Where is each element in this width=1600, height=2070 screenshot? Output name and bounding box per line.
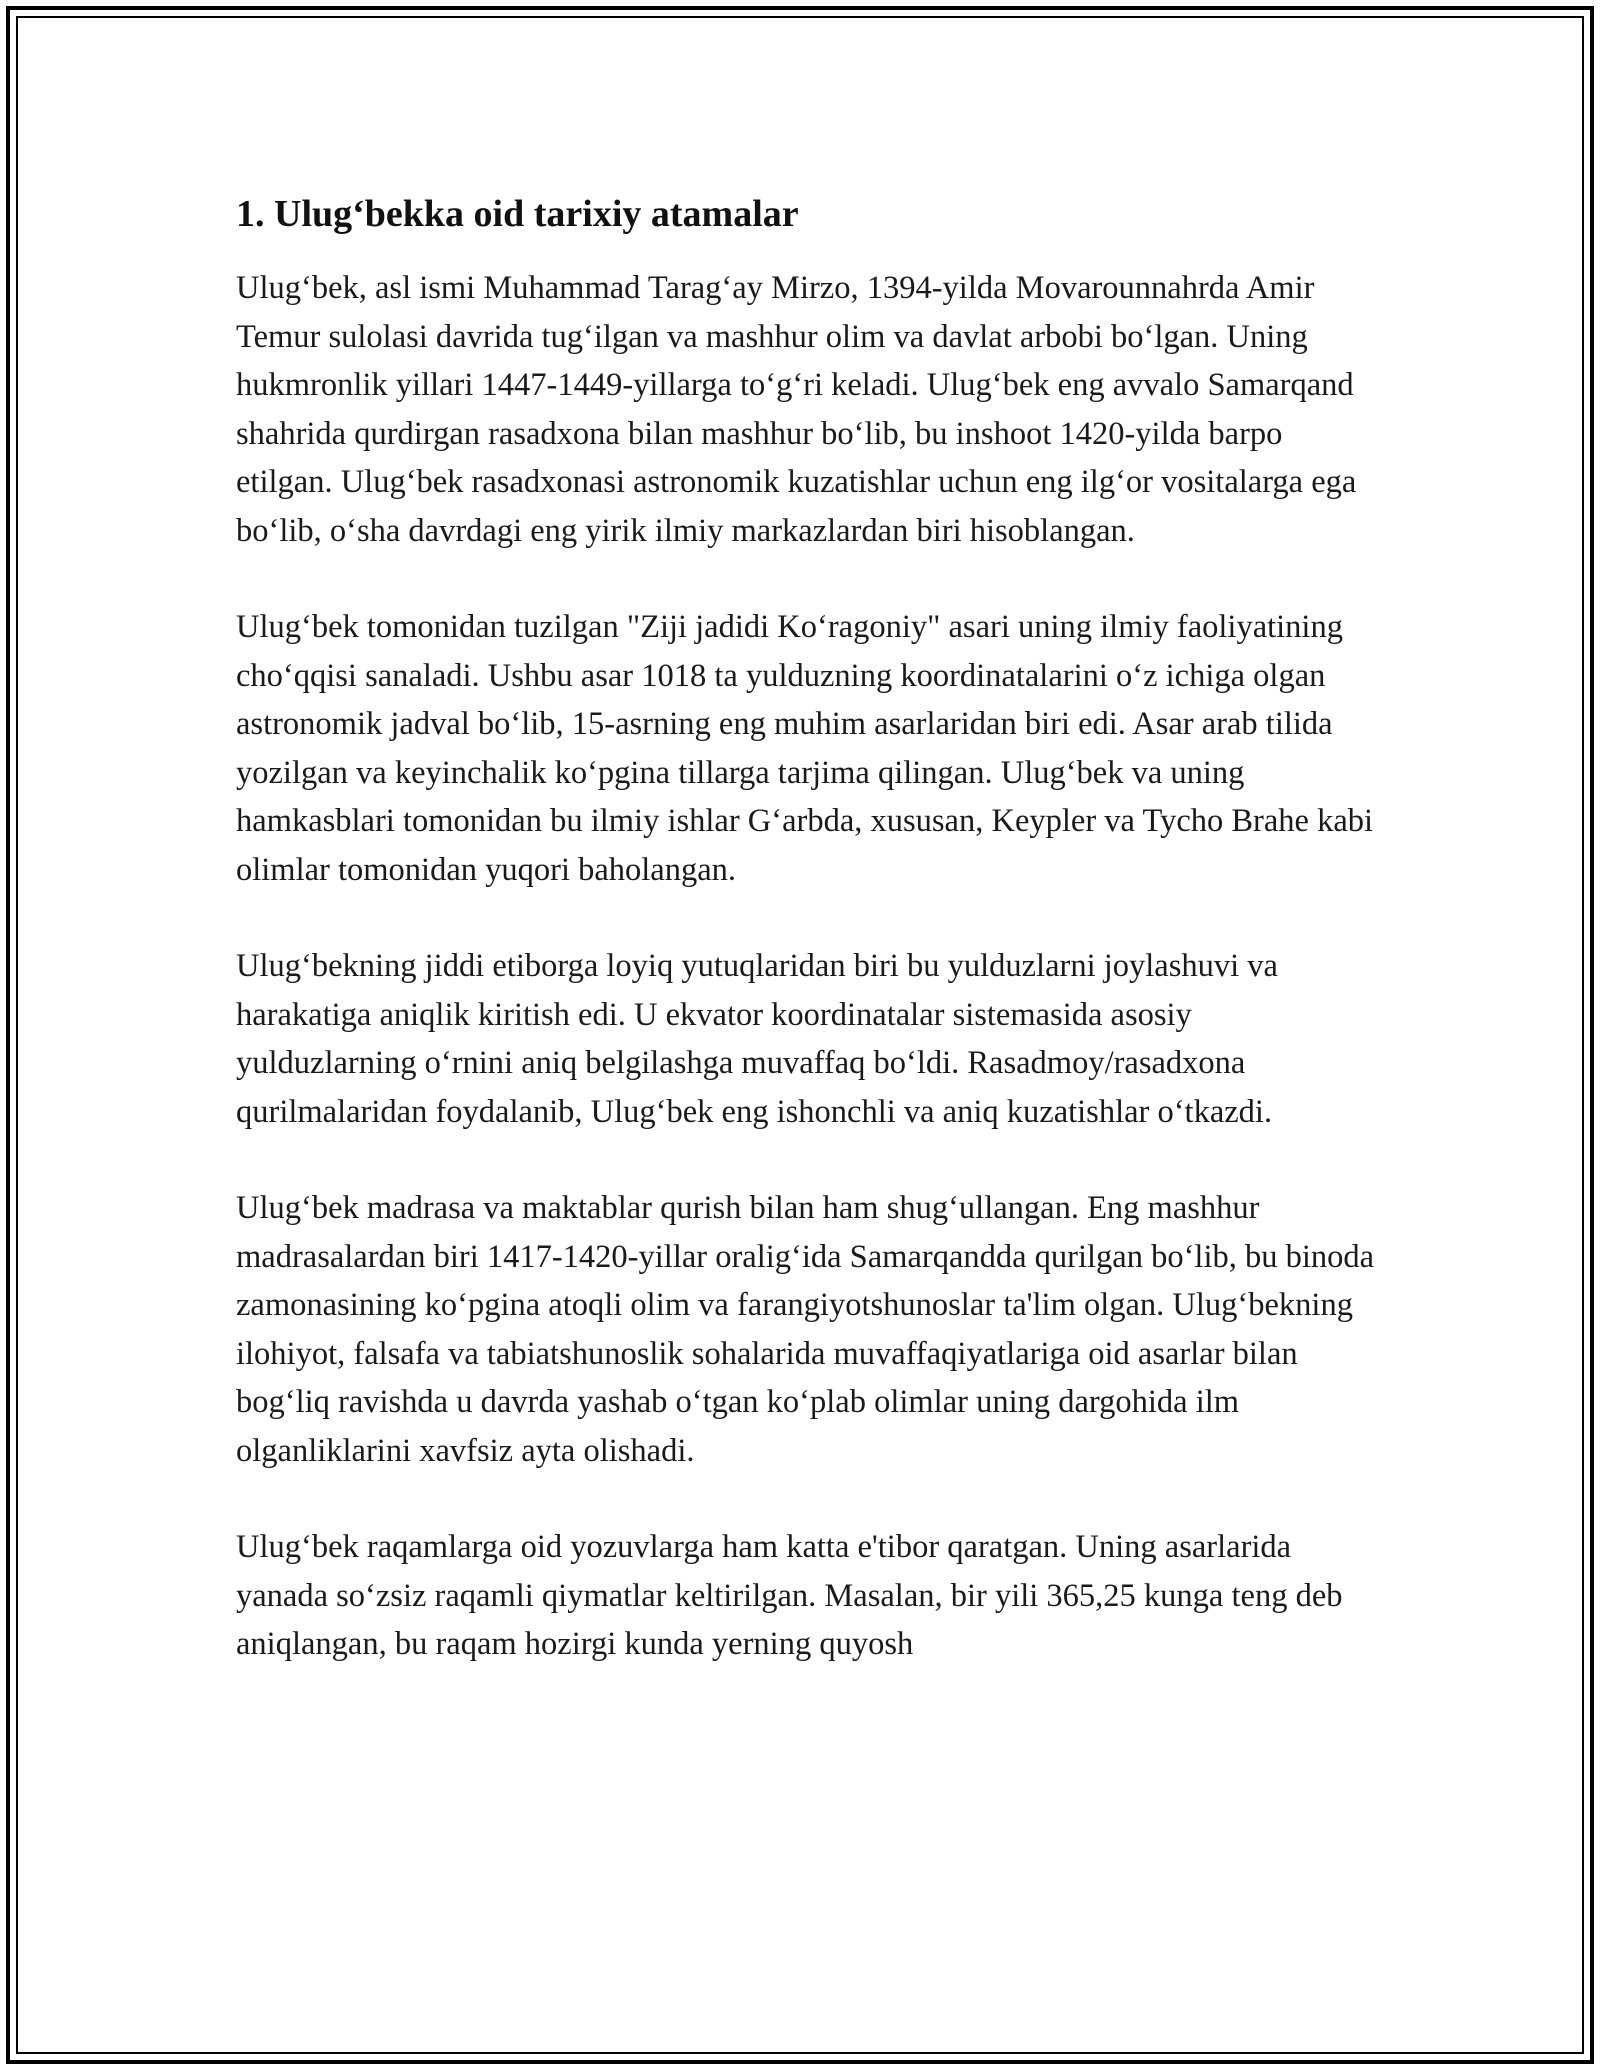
section-heading: 1. Ulug‘bekka oid tarixiy atamalar: [236, 193, 799, 235]
paragraph-observatory: Ulug‘bek, asl ismi Muhammad Tarag‘ay Mirzo, 1394-yilda Movarounnahrda Amir Temur sulolasi davrida tug‘ilgan va mashhur olim va davlat arbobi bo‘lgan. Uning hukmronlik yillari 1447-1449-yillarga to‘g‘ri keladi. Ulug‘bek eng avvalo Samarqand shahrida qurdirgan rasadxona bilan mashhur bo‘lib, bu inshoot 1420-yilda barpo etilgan. Ulug‘bek rasadxonasi astronomik kuzatishlar uchun eng ilg‘or vositalarga ega bo‘lib, o‘sha davrdagi eng yirik ilmiy markazlardan biri hisoblangan.: [236, 270, 1357, 549]
paragraph-zij: Ulug‘bek tomonidan tuzilgan "Ziji jadidi Ko‘ragoniy" asari uning ilmiy faoliyatining cho‘qqisi sanaladi. Ushbu asar 1018 ta yulduzning koordinatalarini o‘z ichiga olgan astronomik jadval bo‘lib, 15-asrning eng muhim asarlaridan biri edi. Asar arab tilida yozilgan va keyinchalik ko‘pgina tillarga tarjima qilingan. Ulug‘bek va uning hamkasblari tomonidan bu ilmiy ishlar G‘arbda, xususan, Keypler va Tycho Brahe kabi olimlar tomonidan yuqori baholangan.: [236, 609, 1374, 888]
document-body: [236, 190, 1376, 1717]
paragraph-madrasa: Ulug‘bek madrasa va maktablar qurish bilan ham shug‘ullangan. Eng mashhur madrasalardan biri 1417-1420-yillar oralig‘ida Samarqandda qurilgan bo‘lib, bu binoda zamonasining ko‘pgina atoqli olim va farangiyotshunoslar ta'lim olgan. Ulug‘bekning ilohiyot, falsafa va tabiatshunoslik sohalarida muvaffaqiyatlariga oid asarlar bilan bog‘liq ravishda u davrda yashab o‘tgan ko‘plab olimlar uning dargohida ilm olganliklarini xavfsiz ayta olishadi.: [236, 1190, 1375, 1469]
paragraph-star-positions: Ulug‘bekning jiddi etiborga loyiq yutuqlaridan biri bu yulduzlarni joylashuvi va harakatiga aniqlik kiritish edi. U ekvator koordinatalar sistemasida asosiy yulduzlarning o‘rnini aniq belgilashga muvaffaq bo‘ldi. Rasadmoy/rasadxona qurilmalaridan foydalanib, Ulug‘bek eng ishonchli va aniq kuzatishlar o‘tkazdi.: [236, 948, 1278, 1130]
paragraph-numbers: Ulug‘bek raqamlarga oid yozuvlarga ham katta e'tibor qaratgan. Uning asarlarida yanada so‘zsiz raqamli qiymatlar keltirilgan. Masalan, bir yili 365,25 kunga teng deb aniqlangan, bu raqam hozirgi kunda yerning quyosh: [236, 1529, 1343, 1662]
